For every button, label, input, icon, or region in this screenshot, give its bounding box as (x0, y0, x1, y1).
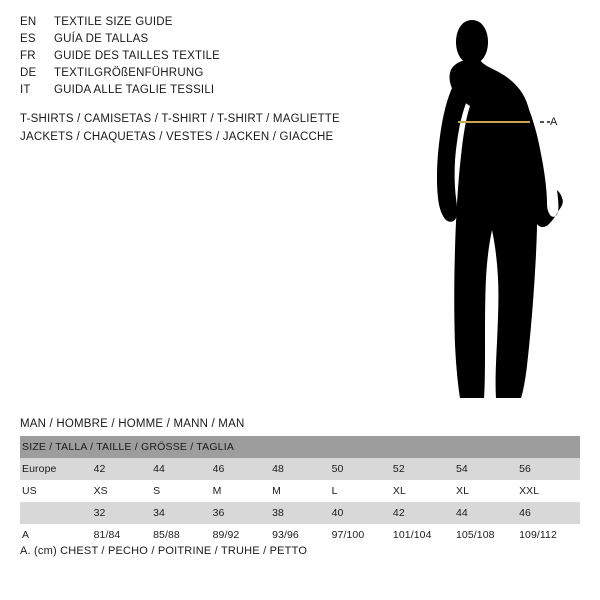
row-cell: 44 (151, 458, 211, 480)
row-cell: 52 (391, 458, 454, 480)
language-row (20, 82, 360, 99)
row-cell: 44 (454, 502, 517, 524)
row-cell: XL (454, 480, 517, 502)
row-cell: 97/100 (330, 524, 391, 546)
row-cell: 93/96 (270, 524, 330, 546)
body-figure (400, 10, 600, 410)
row-cell: 48 (270, 458, 330, 480)
row-cell: 89/92 (211, 524, 271, 546)
table-row (20, 458, 580, 480)
table-header-label: SIZE / TALLA / TAILLE / GRÖSSE / TAGLIA (22, 441, 235, 453)
row-cell: 46 (211, 458, 271, 480)
row-cell: 38 (270, 502, 330, 524)
row-cell: XL (391, 480, 454, 502)
row-cell: S (151, 480, 211, 502)
row-cell: 40 (330, 502, 391, 524)
table-header-row (20, 436, 580, 458)
row-cell: 109/112 (517, 524, 580, 546)
language-code: FR (20, 50, 36, 62)
language-code: ES (20, 33, 36, 45)
row-label: US (20, 480, 92, 502)
row-cell: 42 (391, 502, 454, 524)
language-code: IT (20, 84, 31, 96)
table-row (20, 480, 580, 502)
row-label (20, 502, 92, 524)
row-cell: M (270, 480, 330, 502)
table-row (20, 502, 580, 524)
row-cell: 46 (517, 502, 580, 524)
row-label: A (20, 524, 92, 546)
row-cell: 81/84 (92, 524, 152, 546)
language-code: DE (20, 67, 37, 79)
table-row (20, 524, 580, 546)
row-label: Europe (20, 458, 92, 480)
row-cell: XXL (517, 480, 580, 502)
category-line-tshirts: T-SHIRTS / CAMISETAS / T-SHIRT / T-SHIRT / MAGLIETTE (20, 113, 340, 125)
row-cell: 34 (151, 502, 211, 524)
language-row (20, 65, 360, 82)
table-group-title: MAN / HOMBRE / HOMME / MANN / MAN (20, 418, 245, 430)
language-text: TEXTILGRÖßENFÜHRUNG (54, 67, 204, 79)
language-text: GUIDA ALLE TAGLIE TESSILI (54, 84, 215, 96)
row-cell: 32 (92, 502, 152, 524)
row-cell: 101/104 (391, 524, 454, 546)
language-text: TEXTILE SIZE GUIDE (54, 16, 173, 28)
language-text: GUÍA DE TALLAS (54, 33, 149, 45)
language-row (20, 48, 360, 65)
row-cell: 105/108 (454, 524, 517, 546)
row-cell: 56 (517, 458, 580, 480)
row-cell: XS (92, 480, 152, 502)
language-text: GUIDE DES TAILLES TEXTILE (54, 50, 221, 62)
language-row (20, 31, 360, 48)
row-cell: 50 (330, 458, 391, 480)
row-cell: 54 (454, 458, 517, 480)
measure-label-a: A (550, 116, 558, 128)
language-header (20, 14, 360, 99)
footnote: A. (cm) CHEST / PECHO / POITRINE / TRUHE / PETTO (20, 545, 308, 557)
language-row (20, 14, 360, 31)
row-cell: 36 (211, 502, 271, 524)
language-code: EN (20, 16, 37, 28)
row-cell: M (211, 480, 271, 502)
size-table-area (20, 418, 580, 546)
row-cell: 42 (92, 458, 152, 480)
size-table (20, 436, 580, 546)
category-list (20, 110, 440, 146)
male-silhouette-icon (400, 10, 600, 410)
row-cell: 85/88 (151, 524, 211, 546)
category-line-jackets: JACKETS / CHAQUETAS / VESTES / JACKEN / GIACCHE (20, 131, 334, 143)
row-cell: L (330, 480, 391, 502)
